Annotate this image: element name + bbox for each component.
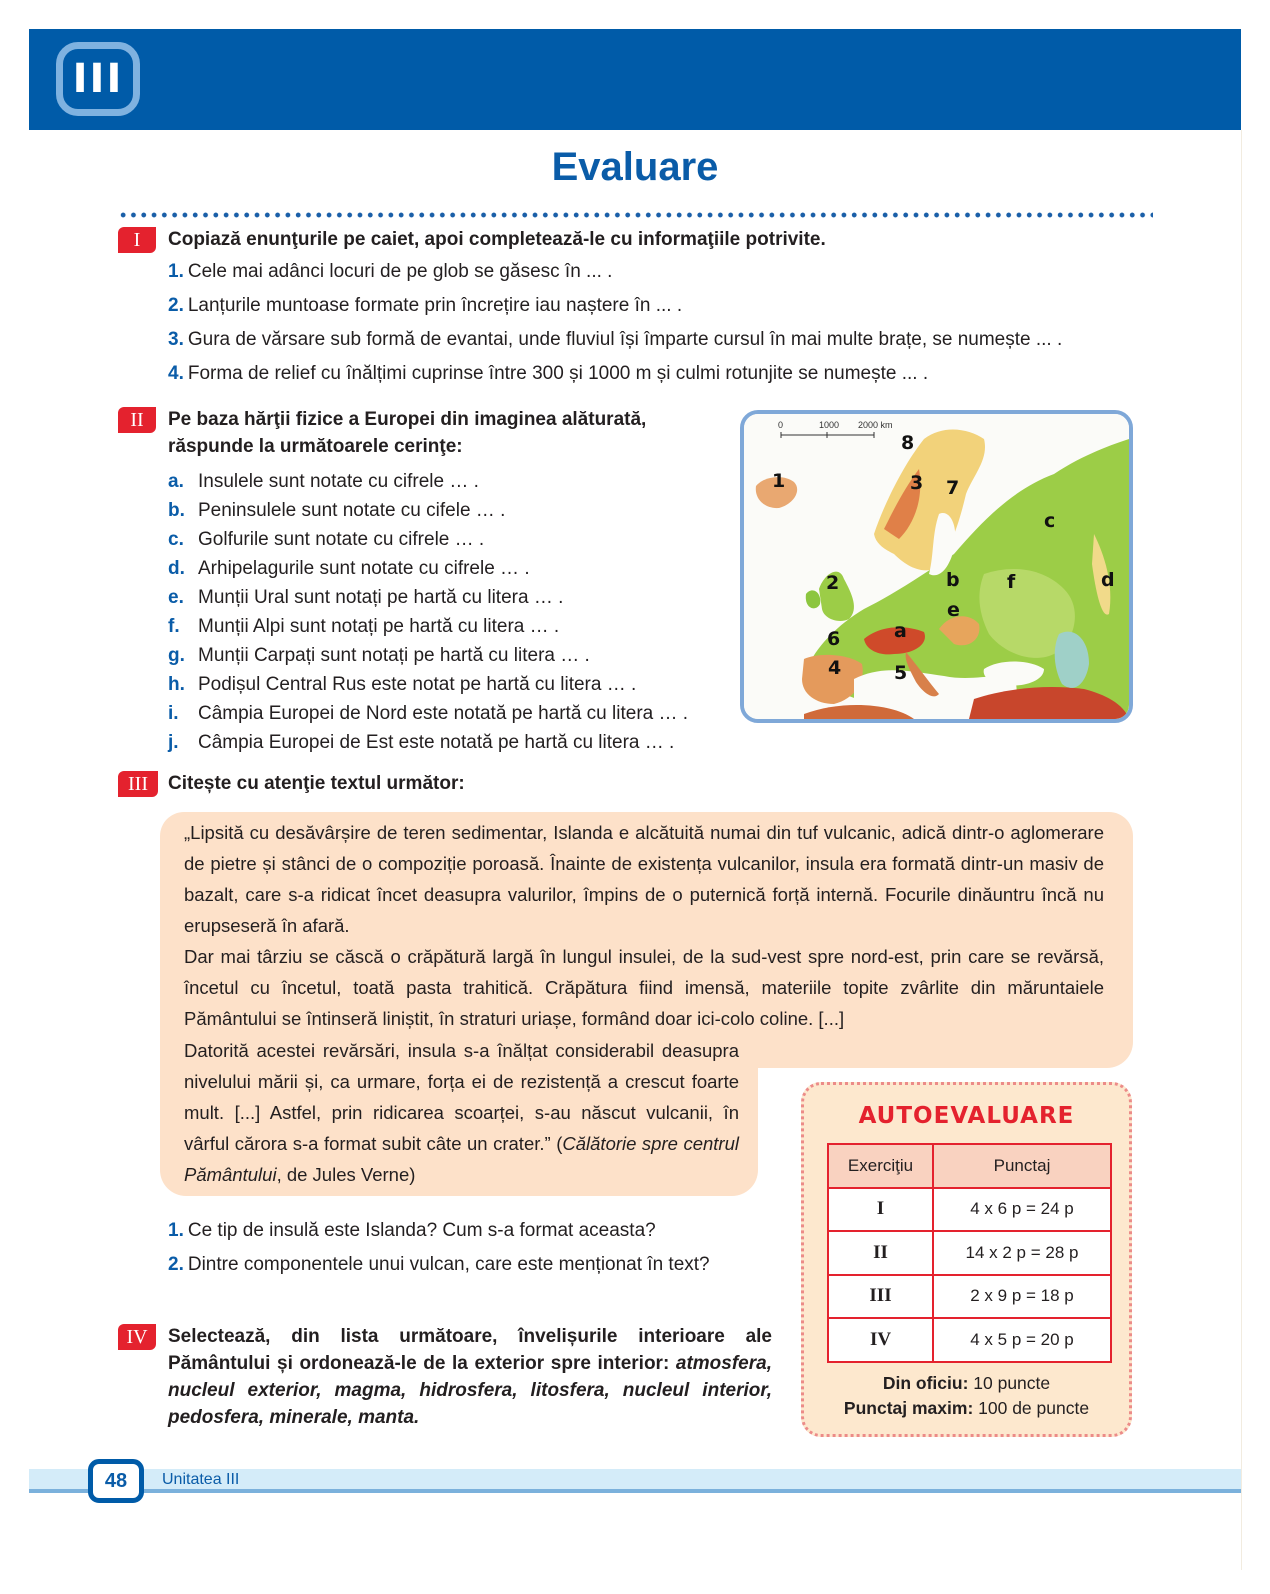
exercise-badge-ii: II — [118, 407, 156, 433]
score-exercise: III — [828, 1275, 933, 1319]
item-text: Golfurile sunt notate cu cifrele … . — [198, 529, 485, 550]
exercise-i-prompt: Copiază enunţurile pe caiet, apoi completează-le cu informaţiile potrivite. — [168, 229, 826, 250]
item-letter: i. — [168, 703, 179, 724]
col-punctaj: Punctaj — [933, 1144, 1111, 1188]
item-letter: b. — [168, 500, 185, 521]
page-title: Evaluare — [551, 145, 719, 189]
score-value: 2 x 9 p = 18 p — [933, 1275, 1111, 1319]
exercise-ii-item — [168, 702, 688, 726]
unit-badge — [56, 42, 140, 116]
exercise-ii-item — [168, 528, 484, 552]
exercise-badge-i: I — [118, 227, 156, 253]
item-letter: h. — [168, 674, 185, 695]
header-band — [29, 29, 1241, 130]
exercise-iii-question: 1. Ce tip de insulă este Islanda? Cum s-a format aceasta? — [168, 1220, 656, 1241]
map-label-8: 8 — [901, 432, 915, 454]
page-number: 48 — [88, 1459, 144, 1503]
exercise-ii-item — [168, 470, 479, 494]
item-text: Munții Carpați sunt notați pe hartă cu litera … . — [198, 645, 590, 666]
item-letter: c. — [168, 529, 184, 550]
map-label-3: 3 — [910, 472, 924, 494]
map-label-b: b — [946, 569, 960, 591]
exercise-ii-item — [168, 731, 674, 755]
item-letter: f. — [168, 616, 180, 637]
score-value: 14 x 2 p = 28 p — [933, 1231, 1111, 1275]
map-label-6: 6 — [827, 628, 841, 650]
item-text: Peninsulele sunt notate cu cifele … . — [198, 500, 506, 521]
score-exercise: II — [828, 1231, 933, 1275]
item-text: Câmpia Europei de Est este notată pe hartă cu litera … . — [198, 732, 675, 753]
exercise-iv-prompt: Selectează, din lista următoare, învelișurile interioare ale Pământului și ordonează-le de la exterior spre interior: atmosfera, nucleul exterior, magma, hidrosfera, litosfera, nucleul interior, pedosfera, minerale, manta. — [168, 1326, 772, 1428]
punctaj-maxim: Punctaj maxim: 100 de puncte — [843, 1398, 1090, 1418]
map-label-e: e — [947, 599, 960, 621]
score-value: 4 x 5 p = 20 p — [933, 1318, 1111, 1362]
page-edge — [1241, 130, 1242, 1570]
exercise-i-item: 4. Forma de relief cu înălțimi cuprinse între 300 și 1000 m și culmi rotunjite se numește ... . — [168, 363, 929, 384]
map-label-4: 4 — [828, 657, 842, 679]
scale-label: 1000 — [819, 420, 840, 430]
item-text: Podișul Central Rus este notat pe hartă cu litera … . — [198, 674, 637, 695]
item-letter: e. — [168, 587, 184, 608]
exercise-ii-item — [168, 615, 559, 639]
item-text: Munții Ural sunt notați pe hartă cu litera … . — [198, 587, 564, 608]
map-label-7: 7 — [946, 477, 960, 499]
exercise-ii-item — [168, 557, 530, 581]
exercise-iii-question: 2. Dintre componentele unui vulcan, care este menționat în text? — [168, 1254, 710, 1275]
item-text: Câmpia Europei de Nord este notată pe hartă cu litera … . — [198, 703, 689, 724]
scale-label: 2000 km — [858, 420, 893, 430]
unit-numeral: III — [72, 56, 124, 102]
score-table — [827, 1143, 1112, 1363]
map-label-2: 2 — [826, 572, 840, 594]
score-row — [828, 1188, 1111, 1232]
item-text: Munții Alpi sunt notați pe hartă cu litera … . — [198, 616, 560, 637]
autoevaluare-title: AUTOEVALUARE — [858, 1103, 1075, 1129]
map-label-f: f — [1007, 571, 1016, 593]
map-label-5: 5 — [894, 662, 908, 684]
item-letter: a. — [168, 471, 184, 492]
score-exercise: IV — [828, 1318, 933, 1362]
item-text: Arhipelagurile sunt notate cu cifrele … . — [198, 558, 530, 579]
din-oficiu: Din oficiu: 10 puncte — [882, 1373, 1051, 1393]
quote-paragraph-3: Datorită acestei revărsări, insula s-a înălțat considerabil deasupra nivelului mării și, ca urmare, forța ei de rezistență a crescut foarte mult. [...] Astfel, prin ridicarea scoarței, s-au născut vulcanii, în vârful cărora s-a format subit câte un crater.” (Călătorie spre centrul Pământului, de Jules Verne) — [184, 1040, 739, 1185]
score-row — [828, 1318, 1111, 1362]
scale-label: 0 — [778, 420, 784, 430]
quote-paragraph-2: Dar mai târziu se căscă o crăpătură largă în lungul insulei, de la sud-vest spre nord-est, prin care se revărsă, încetul cu încetul, toată pasta trahitică. Crăpătura fiind imensă, materiile topite zvârlite din măruntaiele Pământului se întinseră liniștit, în straturi uriașe, formând doar ici-colo coline. [...] — [184, 946, 1104, 1029]
exercise-ii-item — [168, 499, 505, 523]
map-label-a: a — [894, 620, 907, 642]
exercise-iv-list: atmosfera, nucleul exterior, magma, hidrosfera, litosfera, nucleul interior, pedosfera, minerale, manta. — [168, 1353, 772, 1428]
exercise-ii-item — [168, 673, 636, 697]
footer-unit-label: Unitatea III — [162, 1471, 240, 1488]
exercise-i-item: 2. Lanțurile muntoase formate prin încrețire iau naștere în ... . — [168, 295, 683, 316]
exercise-i-item: 1. Cele mai adânci locuri de pe glob se găsesc în ... . — [168, 261, 613, 282]
item-text: Insulele sunt notate cu cifrele … . — [198, 471, 479, 492]
autoevaluare-box — [801, 1082, 1132, 1437]
score-value: 4 x 6 p = 24 p — [933, 1188, 1111, 1232]
exercise-badge-iii: III — [118, 771, 158, 797]
score-row — [828, 1275, 1111, 1319]
score-row — [828, 1231, 1111, 1275]
exercise-iii-prompt: Citește cu atenţie textul următor: — [168, 773, 465, 794]
map-label-d: d — [1101, 569, 1115, 591]
item-letter: j. — [168, 732, 179, 753]
exercise-ii-prompt: Pe baza hărţii fizice a Europei din imaginea alăturată, răspunde la următoarele cerinţe: — [168, 409, 647, 457]
exercise-i-item: 3. Gura de vărsare sub formă de evantai, unde fluviul își împarte cursul în mai multe brațe, se numește ... . — [168, 329, 1063, 350]
item-letter: g. — [168, 645, 185, 666]
map-label-1: 1 — [772, 470, 786, 492]
dotted-divider — [118, 212, 1153, 218]
map-label-c: c — [1044, 510, 1056, 532]
source-title: Călătorie spre centrul Pământului — [184, 1133, 739, 1185]
europe-physical-map — [740, 410, 1133, 723]
exercise-ii-item — [168, 586, 563, 610]
exercise-badge-iv: IV — [118, 1324, 156, 1350]
quote-paragraph-1: „Lipsită cu desăvârșire de teren sedimentar, Islanda e alcătuită numai din tuf vulcanic, adică dintr-o aglomerare de pietre și stânci de o compoziție poroasă. Înainte de existența vulcanilor, insula era formată dintr-un masiv de bazalt, care s-a ridicat încet deasupra valurilor, împins de o puternică forță internă. Focurile dinăuntru încă nu erupseseră în afară. — [184, 822, 1104, 936]
item-letter: d. — [168, 558, 185, 579]
col-exercitiu: Exerciţiu — [828, 1144, 933, 1188]
exercise-ii-item — [168, 644, 590, 668]
score-exercise: I — [828, 1188, 933, 1232]
